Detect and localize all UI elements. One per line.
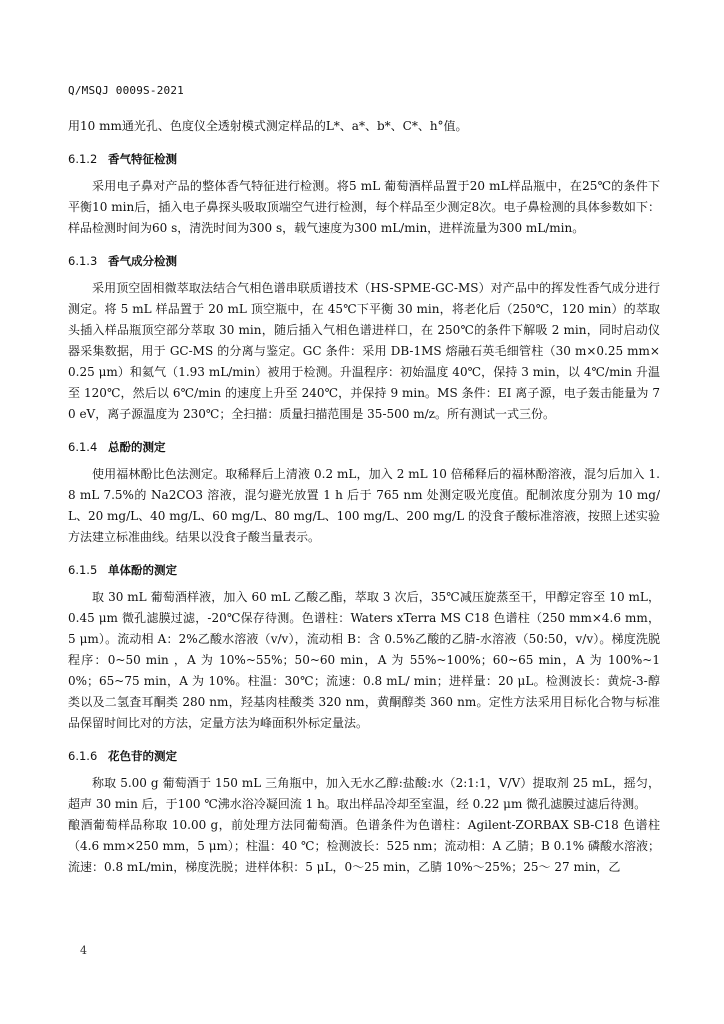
section-title: 花色苷的测定	[108, 749, 177, 763]
section-paragraph: 取 30 mL 葡萄酒样液，加入 60 mL 乙酸乙酯，萃取 3 次后，35℃减压旋蒸至干，甲醇定容至 10 mL，0.45 μm 微孔滤膜过滤，-20℃保存待测。色谱柱：Waters xTerra MS C18 色谱柱（250 mm×4.6 mm，5 μm）。流动相 A：2%乙酸水溶液（v/v），流动相 B：含 0.5%乙酸的乙腈-水溶液（50:50，v/v）。梯度洗脱程序：0~50 min ，A 为 10%~55%；50~60 min，A 为 55%~100%；60~65 min，A 为 100%~10%；65~75 min，A 为 10%。柱温：30℃；流速：0.8 mL/ min；进样量：20 μL。检测波长：黄烷-3-醇类以及二氢査耳酮类 280 nm，羟基肉桂酸类 320 nm，黄酮醇类 360 nm。定性方法采用目标化合物与标准品保留时间比对的方法，定量方法为峰面积外标定量法。	[68, 590, 660, 730]
section-number: 6.1.2	[68, 152, 98, 166]
document-body	[68, 116, 660, 878]
intro-paragraph: 用10 mm通光孔、色度仪全透射模式测定样品的L*、a*、b*、C*、h°值。	[68, 119, 468, 133]
section-title: 香气特征检测	[108, 152, 177, 166]
standard-code-header: Q/MSQJ 0009S-2021	[68, 84, 184, 97]
section-number: 6.1.6	[68, 749, 98, 763]
section-heading-6-1-5	[68, 561, 660, 579]
section-heading-6-1-3	[68, 252, 660, 270]
section-number: 6.1.5	[68, 563, 98, 577]
section-title: 总酚的测定	[108, 440, 166, 454]
section-heading-6-1-2	[68, 150, 660, 168]
section-number: 6.1.3	[68, 254, 98, 268]
section-paragraph: 使用福林酚比色法测定。取稀释后上清液 0.2 mL，加入 2 mL 10 倍稀释后的福林酚溶液，混匀后加入 1.8 mL 7.5%的 Na2CO3 溶液，混匀避光放置 1 h 后于 765 nm 处测定吸光度值。配制浓度分别为 10 mg/L、20 mg/L、40 mg/L、60 mg/L、80 mg/L、100 mg/L、200 mg/L 的没食子酸标准溶液，按照上述实验方法建立标准曲线。结果以没食子酸当量表示。	[68, 467, 660, 544]
section-title: 单体酚的测定	[108, 563, 177, 577]
section-paragraph-continued: 酿酒葡萄样品称取 10.00 g，前处理方法同葡萄酒。色谱条件为色谱柱：Agilent-ZORBAX SB-C18 色谱柱（4.6 mm×250 mm，5 μm）；柱温：40 ℃；检测波长：525 nm；流动相：A 乙腈；B 0.1% 磷酸水溶液；流速：0.8 mL/min，梯度洗脱；进样体积：5 μL，0～25 min，乙腈 10%～25%；25～ 27 min，乙	[68, 818, 660, 874]
page-number: 4	[80, 944, 87, 957]
section-paragraph: 采用顶空固相微萃取法结合气相色谱串联质谱技术（HS-SPME-GC-MS）对产品中的挥发性香气成分进行测定。将 5 mL 样品置于 20 mL 顶空瓶中，在 45℃下平衡 30 min，将老化后（250℃，120 min）的萃取头插入样品瓶顶空部分萃取 30 min，随后插入气相色谱进样口，在 250℃的条件下解吸 2 min，同时启动仪器采集数据，用于 GC-MS 的分离与鉴定。GC 条件：采用 DB-1MS 熔融石英毛细管柱（30 m×0.25 mm×0.25 μm）和氦气（1.93 mL/min）被用于检测。升温程序：初始温度 40℃，保持 3 min，以 4℃/min 升温至 120℃，然后以 6℃/min 的速度上升至 240℃，并保持 9 min。MS 条件：EI 离子源，电子轰击能量为 70 eV，离子源温度为 230℃；全扫描：质量扫描范围是 35-500 m/z。所有测试一式三份。	[68, 281, 660, 421]
section-heading-6-1-4	[68, 438, 660, 456]
section-heading-6-1-6	[68, 747, 660, 765]
section-paragraph: 采用电子鼻对产品的整体香气特征进行检测。将5 mL 葡萄酒样品置于20 mL样品瓶中，在25℃的条件下平衡10 min后，插入电子鼻探头吸取顶端空气进行检测，每个样品至少测定8次。电子鼻检测的具体参数如下：样品检测时间为60 s，清洗时间为300 s，载气速度为300 mL/min，进样流量为300 mL/min。	[68, 179, 660, 235]
section-paragraph: 称取 5.00 g 葡萄酒于 150 mL 三角瓶中，加入无水乙醇:盐酸:水（2:1:1，V/V）提取剂 25 mL，摇匀，超声 30 min 后，于100 ℃沸水浴冷凝回流 1 h。取出样品冷却至室温，经 0.22 μm 微孔滤膜过滤后待测。	[68, 776, 660, 811]
section-title: 香气成分检测	[108, 254, 177, 268]
section-number: 6.1.4	[68, 440, 98, 454]
